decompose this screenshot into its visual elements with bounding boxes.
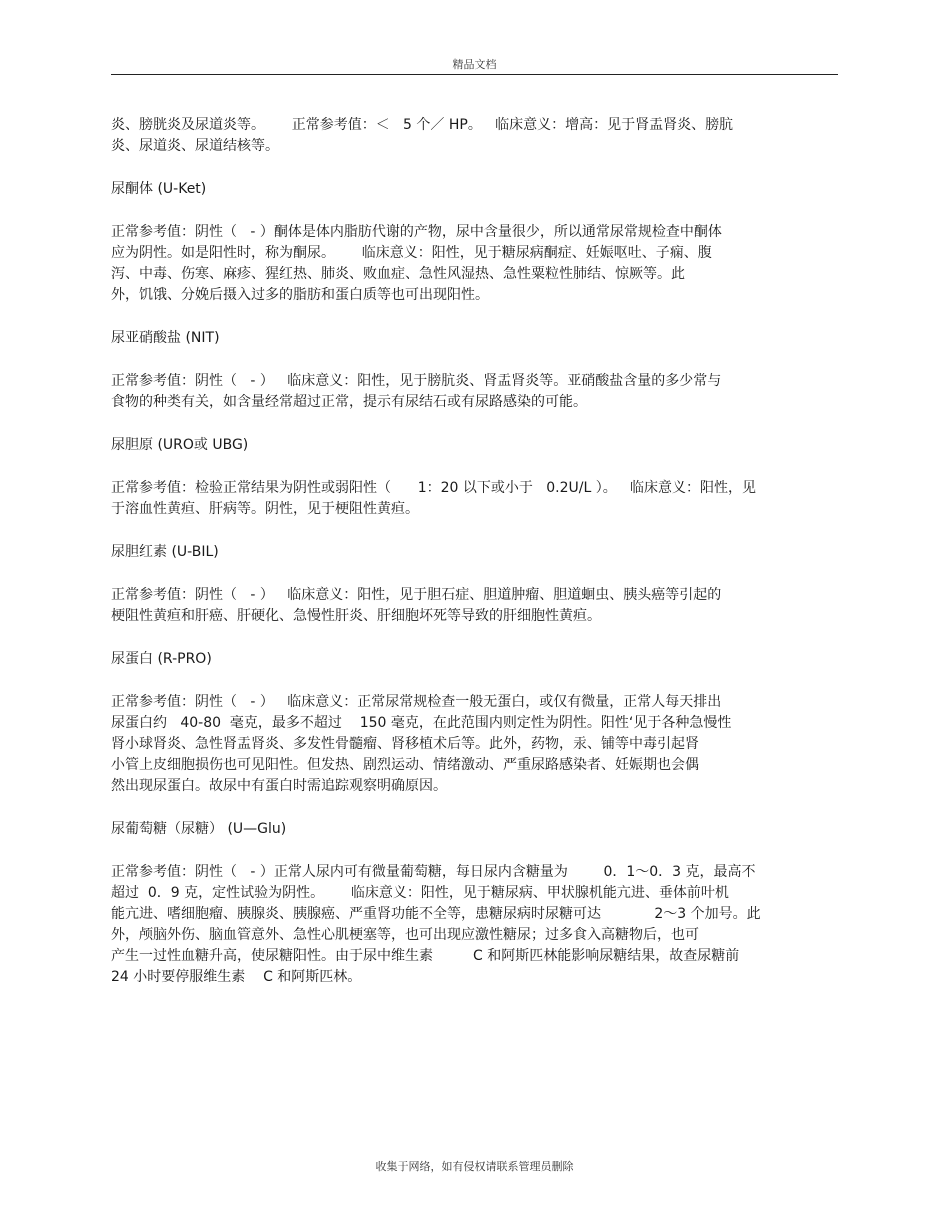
paragraph-line: 正常参考值：阴性（ - ） 临床意义：阳性，见于膀肮炎、肾盂肾炎等。亚硝酸盐含量的多少常与 [111,373,722,389]
paragraph-line: 于溶血性黄疸、肝病等。阴性，见于梗阻性黄疸。 [111,501,419,517]
section-heading: 尿酮体 (U-Ket) [111,181,207,197]
section-heading: 尿亚硝酸盐 (NIT) [111,330,220,346]
paragraph [111,115,841,157]
paragraph-line: 正常参考值：阴性（ - ） 临床意义：正常尿常规检查一般无蛋白，或仅有微量，正常人每天排出 [111,694,722,710]
paragraph-line: 正常参考值：阴性（ - ） 临床意义：阳性，见于胆石症、胆道肿瘤、胆道蛔虫、胰头癌等引起的 [111,587,722,603]
paragraph-line: 炎、尿道炎、尿道结核等。 [111,138,279,154]
header-divider [111,74,838,75]
document-body [111,115,841,988]
paragraph-line: 炎、膀胱炎及尿道炎等。 正常参考值：＜ 5 个／ HP。 临床意义：增高：见于肾盂肾炎、膀肮 [111,117,734,133]
paragraph-line: 食物的种类有关，如含量经常超过正常，提示有尿结石或有尿路感染的可能。 [111,394,587,410]
section-heading: 尿蛋白 (R-PRO) [111,651,212,667]
page-header: 精品文档 [452,58,497,71]
paragraph-line: 能亢进、嗜细胞瘤、胰腺炎、胰腺癌、严重肾功能不全等，患糖尿病时尿糖可达 2～3 个加号。此 [111,906,761,922]
paragraph-line: 泻、中毒、伤寒、麻疹、猩红热、肺炎、败血症、急性风湿热、急性粟粒性肺结、惊厥等。此 [111,266,685,282]
paragraph [111,222,841,306]
paragraph-line: 正常参考值：检验正常结果为阴性或弱阳性（ 1：20 以下或小于 0.2U/L ）。 临床意义：阳性，见 [111,480,757,496]
paragraph-line: 正常参考值：阴性（ - ）酮体是体内脂肪代谢的产物，尿中含量很少，所以通常尿常规检查中酮体 [111,224,722,240]
section-heading: 尿胆原 (URO或 UBG) [111,437,249,453]
paragraph-line: 小管上皮细胞损伤也可见阳性。但发热、剧烈运动、情绪激动、严重尿路感染者、妊娠期也会偶 [111,757,699,773]
paragraph [111,692,841,797]
section-heading: 尿葡萄糖（尿糖） (U—Glu) [111,821,287,837]
paragraph-line: 产生一过性血糖升高，使尿糖阳性。由于尿中维生素 C 和阿斯匹林能影响尿糖结果，故查尿糖前 [111,948,740,964]
paragraph-line: 肾小球肾炎、急性肾盂肾炎、多发性骨髓瘤、肾移植术后等。此外，药物，汞、铺等中毒引起肾 [111,736,699,752]
paragraph [111,478,841,520]
paragraph-line: 尿蛋白约 40-80 毫克，最多不超过 150 毫克，在此范围内则定性为阴性。阳性‘见于各种急慢性 [111,715,732,731]
paragraph-line: 正常参考值：阴性（ - ）正常人尿内可有微量葡萄糖，每日尿内含糖量为 0．1～0．3 克，最高不 [111,864,756,880]
paragraph-line: 超过 0．9 克，定性试验为阴性。 临床意义：阳性，见于糖尿病、甲状腺机能亢进、垂体前叶机 [111,885,729,901]
paragraph-line: 外，颅脑外伤、脑血管意外、急性心肌梗塞等，也可出现应激性糖尿；过多食入高糖物后，也可 [111,927,699,943]
paragraph-line: 外，饥饿、分娩后摄入过多的脂肪和蛋白质等也可出现阳性。 [111,287,489,303]
page-footer: 收集于网络，如有侵权请联系管理员删除 [375,1160,574,1173]
paragraph [111,371,841,413]
paragraph-line: 24 小时要停服维生素 C 和阿斯匹林。 [111,969,362,985]
paragraph-line: 然出现尿蛋白。故尿中有蛋白时需追踪观察明确原因。 [111,778,447,794]
paragraph-line: 应为阴性。如是阳性时，称为酮尿。 临床意义：阳性，见于糖尿病酮症、妊娠呕吐、子痫、腹 [111,245,712,261]
paragraph [111,585,841,627]
section-heading: 尿胆红素 (U-BIL) [111,544,219,560]
paragraph-line: 梗阻性黄疸和肝癌、肝硬化、急慢性肝炎、肝细胞坏死等导致的肝细胞性黄疸。 [111,608,601,624]
paragraph [111,862,841,988]
